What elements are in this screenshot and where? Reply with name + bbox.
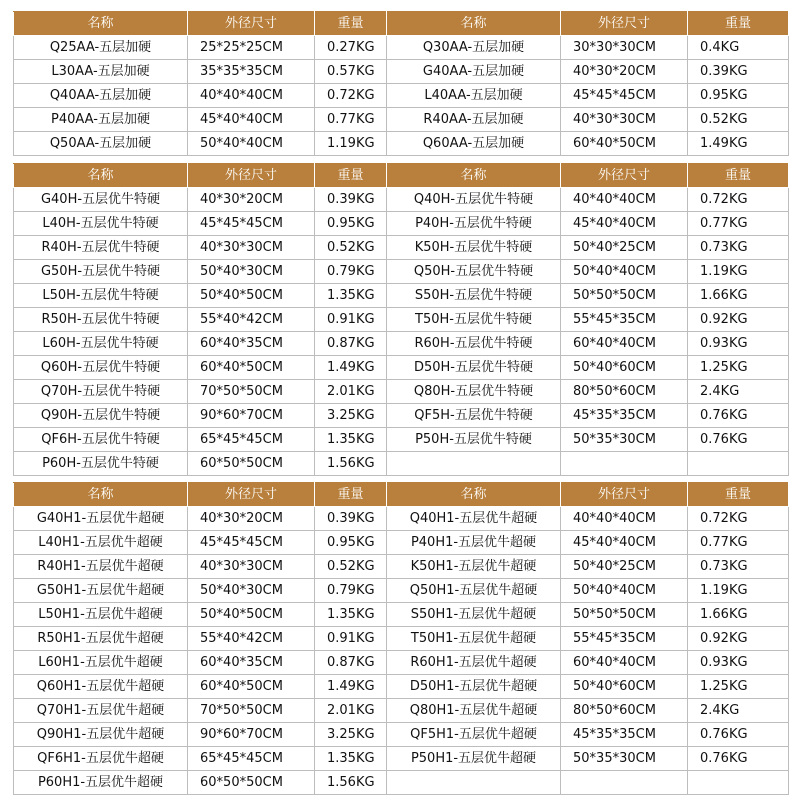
cell-size: 50*40*25CM	[561, 555, 688, 579]
cell-size: 40*40*40CM	[561, 188, 688, 212]
cell-weight: 0.77KG	[688, 531, 789, 555]
header-row	[14, 483, 789, 507]
table-row	[14, 60, 789, 84]
cell-name: L50H-五层优牛特硬	[14, 284, 188, 308]
cell-weight: 0.76KG	[688, 404, 789, 428]
column-header-size: 外径尺寸	[188, 483, 315, 507]
cell-weight: 0.76KG	[688, 428, 789, 452]
cell-size: 40*40*40CM	[561, 507, 688, 531]
cell-size: 40*30*20CM	[188, 507, 315, 531]
cell-name: QF6H1-五层优牛超硬	[14, 747, 188, 771]
cell-weight: 0.39KG	[315, 507, 387, 531]
table-row	[14, 36, 789, 60]
table-row	[14, 380, 789, 404]
cell-name: T50H-五层优牛特硬	[387, 308, 561, 332]
cell-weight: 2.01KG	[315, 699, 387, 723]
table-row	[14, 260, 789, 284]
column-header-weight: 重量	[315, 12, 387, 36]
cell-weight: 2.4KG	[688, 699, 789, 723]
cell-size: 50*40*40CM	[561, 260, 688, 284]
cell-name: Q40H1-五层优牛超硬	[387, 507, 561, 531]
cell-size: 50*40*30CM	[188, 579, 315, 603]
cell-weight: 1.49KG	[315, 675, 387, 699]
cell-weight: 0.77KG	[315, 108, 387, 132]
cell-weight: 1.19KG	[688, 260, 789, 284]
table-row	[14, 651, 789, 675]
cell-weight: 0.52KG	[315, 236, 387, 260]
column-header-weight: 重量	[688, 164, 789, 188]
spec-table-chaoying	[13, 482, 789, 795]
cell-size: 60*40*35CM	[188, 332, 315, 356]
cell-size: 70*50*50CM	[188, 699, 315, 723]
cell-size: 40*30*30CM	[188, 555, 315, 579]
cell-name: P60H1-五层优牛超硬	[14, 771, 188, 795]
cell-size: 45*40*40CM	[188, 108, 315, 132]
cell-name: Q40AA-五层加硬	[14, 84, 188, 108]
table-row	[14, 236, 789, 260]
cell-name: G40H-五层优牛特硬	[14, 188, 188, 212]
column-header-weight: 重量	[688, 483, 789, 507]
cell-weight: 3.25KG	[315, 723, 387, 747]
cell-name: K50H1-五层优牛超硬	[387, 555, 561, 579]
cell-size: 50*50*50CM	[561, 603, 688, 627]
cell-weight: 0.93KG	[688, 651, 789, 675]
cell-weight: 1.35KG	[315, 428, 387, 452]
cell-weight: 0.72KG	[688, 188, 789, 212]
cell-weight: 0.87KG	[315, 332, 387, 356]
cell-weight: 0.4KG	[688, 36, 789, 60]
table-row	[14, 108, 789, 132]
cell-name: D50H-五层优牛特硬	[387, 356, 561, 380]
cell-weight: 1.19KG	[688, 579, 789, 603]
cell-size: 35*35*35CM	[188, 60, 315, 84]
cell-name: R60H1-五层优牛超硬	[387, 651, 561, 675]
cell-size: 50*40*50CM	[188, 284, 315, 308]
cell-name: Q60H-五层优牛特硬	[14, 356, 188, 380]
cell-size: 40*30*30CM	[561, 108, 688, 132]
cell-weight: 0.72KG	[315, 84, 387, 108]
cell-name: L40AA-五层加硬	[387, 84, 561, 108]
cell-name: R50H-五层优牛特硬	[14, 308, 188, 332]
table-row	[14, 332, 789, 356]
cell-size: 55*45*35CM	[561, 627, 688, 651]
column-header-name: 名称	[14, 483, 188, 507]
column-header-weight: 重量	[688, 12, 789, 36]
cell-name: QF6H-五层优牛特硬	[14, 428, 188, 452]
cell-name: P50H1-五层优牛超硬	[387, 747, 561, 771]
cell-name: G50H-五层优牛特硬	[14, 260, 188, 284]
cell-size: 80*50*60CM	[561, 699, 688, 723]
column-header-size: 外径尺寸	[561, 164, 688, 188]
cell-weight: 0.39KG	[315, 188, 387, 212]
cell-size: 50*40*40CM	[561, 579, 688, 603]
table-row	[14, 308, 789, 332]
cell-name: L40H1-五层优牛超硬	[14, 531, 188, 555]
header-row	[14, 12, 789, 36]
cell-size: 60*40*40CM	[561, 651, 688, 675]
cell-size: 40*30*20CM	[561, 60, 688, 84]
table-row	[14, 356, 789, 380]
column-header-name: 名称	[387, 12, 561, 36]
cell-weight: 2.4KG	[688, 380, 789, 404]
cell-weight: 0.87KG	[315, 651, 387, 675]
cell-name: Q70H1-五层优牛超硬	[14, 699, 188, 723]
table-row	[14, 452, 789, 476]
cell-weight: 2.01KG	[315, 380, 387, 404]
cell-name: L50H1-五层优牛超硬	[14, 603, 188, 627]
cell-weight: 1.56KG	[315, 452, 387, 476]
cell-size: 45*35*35CM	[561, 723, 688, 747]
cell-size: 90*60*70CM	[188, 404, 315, 428]
cell-weight: 1.66KG	[688, 284, 789, 308]
cell-size: 60*40*50CM	[561, 132, 688, 156]
cell-name: G40AA-五层加硬	[387, 60, 561, 84]
column-header-size: 外径尺寸	[188, 12, 315, 36]
cell-size: 60*40*50CM	[188, 356, 315, 380]
column-header-size: 外径尺寸	[561, 483, 688, 507]
cell-name	[387, 452, 561, 476]
table-row	[14, 627, 789, 651]
cell-name: R40H-五层优牛特硬	[14, 236, 188, 260]
cell-size: 45*45*45CM	[561, 84, 688, 108]
cell-weight: 0.95KG	[315, 531, 387, 555]
cell-name: R60H-五层优牛特硬	[387, 332, 561, 356]
cell-weight: 0.52KG	[315, 555, 387, 579]
cell-name: L30AA-五层加硬	[14, 60, 188, 84]
cell-name: R50H1-五层优牛超硬	[14, 627, 188, 651]
cell-size: 50*40*50CM	[188, 603, 315, 627]
cell-size: 40*40*40CM	[188, 84, 315, 108]
cell-weight: 0.57KG	[315, 60, 387, 84]
table-row	[14, 603, 789, 627]
cell-weight: 1.35KG	[315, 747, 387, 771]
cell-weight: 0.91KG	[315, 308, 387, 332]
cell-weight: 0.72KG	[688, 507, 789, 531]
column-header-weight: 重量	[315, 483, 387, 507]
cell-size: 50*35*30CM	[561, 747, 688, 771]
cell-size	[561, 452, 688, 476]
cell-weight: 0.95KG	[315, 212, 387, 236]
cell-size: 50*40*60CM	[561, 356, 688, 380]
cell-size: 50*40*40CM	[188, 132, 315, 156]
cell-size: 45*40*40CM	[561, 531, 688, 555]
cell-size: 50*35*30CM	[561, 428, 688, 452]
cell-weight: 0.91KG	[315, 627, 387, 651]
cell-size: 70*50*50CM	[188, 380, 315, 404]
cell-size: 65*45*45CM	[188, 747, 315, 771]
header-row	[14, 164, 789, 188]
column-header-size: 外径尺寸	[561, 12, 688, 36]
cell-size: 40*30*30CM	[188, 236, 315, 260]
table-row	[14, 555, 789, 579]
cell-name: S50H1-五层优牛超硬	[387, 603, 561, 627]
cell-weight: 0.92KG	[688, 308, 789, 332]
table-row	[14, 507, 789, 531]
cell-size: 65*45*45CM	[188, 428, 315, 452]
cell-weight: 1.35KG	[315, 284, 387, 308]
cell-size: 60*50*50CM	[188, 771, 315, 795]
cell-name: Q60AA-五层加硬	[387, 132, 561, 156]
cell-name: Q90H1-五层优牛超硬	[14, 723, 188, 747]
cell-size: 25*25*25CM	[188, 36, 315, 60]
column-header-name: 名称	[387, 483, 561, 507]
cell-name: Q25AA-五层加硬	[14, 36, 188, 60]
column-header-name: 名称	[14, 12, 188, 36]
cell-name: QF5H1-五层优牛超硬	[387, 723, 561, 747]
spec-table-teying	[13, 163, 789, 476]
table-row	[14, 723, 789, 747]
column-header-size: 外径尺寸	[188, 164, 315, 188]
cell-size: 60*40*50CM	[188, 675, 315, 699]
table-row	[14, 428, 789, 452]
table-row	[14, 771, 789, 795]
cell-weight: 0.73KG	[688, 236, 789, 260]
column-header-weight: 重量	[315, 164, 387, 188]
cell-weight: 0.76KG	[688, 747, 789, 771]
table-row	[14, 404, 789, 428]
cell-name: P40AA-五层加硬	[14, 108, 188, 132]
cell-weight: 0.73KG	[688, 555, 789, 579]
table-row	[14, 284, 789, 308]
cell-name: R40H1-五层优牛超硬	[14, 555, 188, 579]
cell-size: 55*40*42CM	[188, 308, 315, 332]
cell-size: 45*45*45CM	[188, 212, 315, 236]
cell-name: P40H-五层优牛特硬	[387, 212, 561, 236]
cell-name: P50H-五层优牛特硬	[387, 428, 561, 452]
cell-weight: 3.25KG	[315, 404, 387, 428]
cell-weight: 0.92KG	[688, 627, 789, 651]
cell-size: 90*60*70CM	[188, 723, 315, 747]
cell-weight: 0.39KG	[688, 60, 789, 84]
cell-size: 40*30*20CM	[188, 188, 315, 212]
cell-name: Q60H1-五层优牛超硬	[14, 675, 188, 699]
cell-name: L40H-五层优牛特硬	[14, 212, 188, 236]
cell-name: S50H-五层优牛特硬	[387, 284, 561, 308]
cell-size	[561, 771, 688, 795]
table-row	[14, 579, 789, 603]
table-row	[14, 699, 789, 723]
cell-size: 55*40*42CM	[188, 627, 315, 651]
table-row	[14, 188, 789, 212]
cell-size: 30*30*30CM	[561, 36, 688, 60]
cell-size: 50*50*50CM	[561, 284, 688, 308]
cell-name: QF5H-五层优牛特硬	[387, 404, 561, 428]
cell-weight: 1.19KG	[315, 132, 387, 156]
cell-size: 45*35*35CM	[561, 404, 688, 428]
cell-name: Q30AA-五层加硬	[387, 36, 561, 60]
table-row	[14, 132, 789, 156]
cell-size: 55*45*35CM	[561, 308, 688, 332]
cell-name: Q80H1-五层优牛超硬	[387, 699, 561, 723]
table-row	[14, 531, 789, 555]
cell-size: 60*40*35CM	[188, 651, 315, 675]
cell-size: 80*50*60CM	[561, 380, 688, 404]
cell-name: D50H1-五层优牛超硬	[387, 675, 561, 699]
cell-weight: 1.66KG	[688, 603, 789, 627]
cell-weight: 0.27KG	[315, 36, 387, 60]
cell-weight: 1.35KG	[315, 603, 387, 627]
column-header-name: 名称	[14, 164, 188, 188]
cell-name: T50H1-五层优牛超硬	[387, 627, 561, 651]
cell-size: 60*40*40CM	[561, 332, 688, 356]
cell-weight	[688, 452, 789, 476]
cell-name: G50H1-五层优牛超硬	[14, 579, 188, 603]
cell-name: Q80H-五层优牛特硬	[387, 380, 561, 404]
cell-size: 45*45*45CM	[188, 531, 315, 555]
cell-weight: 1.49KG	[315, 356, 387, 380]
table-row	[14, 84, 789, 108]
cell-weight: 0.77KG	[688, 212, 789, 236]
cell-weight: 0.93KG	[688, 332, 789, 356]
table-row	[14, 747, 789, 771]
cell-size: 45*40*40CM	[561, 212, 688, 236]
cell-name: P60H-五层优牛特硬	[14, 452, 188, 476]
cell-name: K50H-五层优牛特硬	[387, 236, 561, 260]
column-header-name: 名称	[387, 164, 561, 188]
cell-name: L60H1-五层优牛超硬	[14, 651, 188, 675]
cell-weight: 0.79KG	[315, 260, 387, 284]
table-row	[14, 675, 789, 699]
cell-size: 50*40*25CM	[561, 236, 688, 260]
cell-name: P40H1-五层优牛超硬	[387, 531, 561, 555]
cell-size: 50*40*60CM	[561, 675, 688, 699]
cell-name: Q90H-五层优牛特硬	[14, 404, 188, 428]
cell-name: Q70H-五层优牛特硬	[14, 380, 188, 404]
cell-size: 60*50*50CM	[188, 452, 315, 476]
cell-name	[387, 771, 561, 795]
cell-name: Q50H1-五层优牛超硬	[387, 579, 561, 603]
spec-table-jiaying	[13, 11, 789, 156]
cell-name: R40AA-五层加硬	[387, 108, 561, 132]
table-row	[14, 212, 789, 236]
cell-weight: 0.76KG	[688, 723, 789, 747]
cell-weight: 0.52KG	[688, 108, 789, 132]
cell-weight: 1.25KG	[688, 356, 789, 380]
cell-name: Q40H-五层优牛特硬	[387, 188, 561, 212]
cell-weight: 1.56KG	[315, 771, 387, 795]
cell-weight: 1.25KG	[688, 675, 789, 699]
cell-name: L60H-五层优牛特硬	[14, 332, 188, 356]
cell-name: G40H1-五层优牛超硬	[14, 507, 188, 531]
cell-size: 50*40*30CM	[188, 260, 315, 284]
cell-weight	[688, 771, 789, 795]
cell-weight: 0.95KG	[688, 84, 789, 108]
cell-weight: 1.49KG	[688, 132, 789, 156]
cell-name: Q50AA-五层加硬	[14, 132, 188, 156]
cell-weight: 0.79KG	[315, 579, 387, 603]
cell-name: Q50H-五层优牛特硬	[387, 260, 561, 284]
